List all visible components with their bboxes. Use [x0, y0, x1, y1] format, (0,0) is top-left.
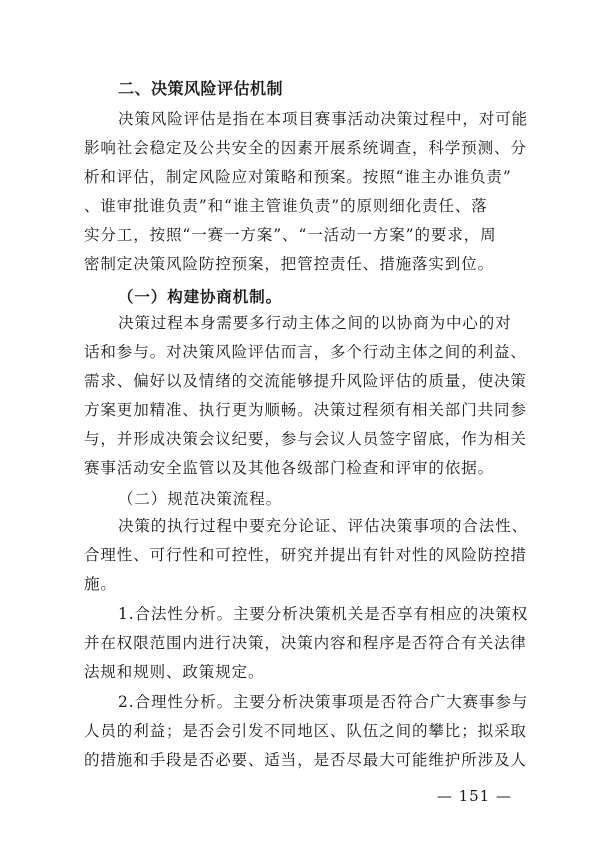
text-line: 影响社会稳定及公共安全的因素开展系统调查，科学预测、分 — [84, 139, 527, 157]
paragraph-rationality — [84, 688, 529, 775]
paragraph-risk-assessment — [84, 105, 529, 279]
text-line: 析和评估，制定风险应对策略和预案。按照“谁主办谁负责” — [84, 168, 512, 186]
text-line: 密制定决策风险防控预案，把管控责任、措施落实到位。 — [84, 255, 495, 273]
paragraph-consultation — [84, 309, 527, 483]
text-line: 决策的执行过程中要充分论证、评估决策事项的合法性、 — [118, 517, 529, 535]
text-line: 人员的利益；是否会引发不同地区、队伍之间的攀比；拟采取 — [84, 722, 527, 740]
page-number: — 151 — — [436, 787, 512, 805]
text-line: 2.合理性分析。主要分析决策事项是否符合广大赛事参与 — [118, 693, 529, 711]
text-line: 话和参与。对决策风险评估而言，多个行动主体之间的利益、 — [84, 343, 527, 361]
text-line: 、谁审批谁负责”和“谁主管谁负责”的原则细化责任、落 — [84, 197, 488, 215]
text-line: 的措施和手段是否必要、适当，是否尽最大可能维护所涉及人 — [84, 751, 527, 769]
paragraph-process — [84, 512, 529, 599]
text-line: 1.合法性分析。主要分析决策机关是否享有相应的决策权 — [118, 605, 529, 623]
text-line: 赛事活动安全监管以及其他各级部门检查和评审的依据。 — [84, 459, 495, 477]
text-line: 法规和规则、政策规定。 — [84, 663, 265, 681]
text-line: 合理性、可行性和可控性，研究并提出有针对性的风险防控措 — [84, 546, 527, 564]
text-line: 与，并形成决策会议纪要，参与会议人员签字留底，作为相关 — [84, 430, 527, 448]
text-line: 施。 — [84, 575, 117, 593]
text-line: 方案更加精准、执行更为顺畅。决策过程须有相关部门共同参 — [84, 401, 527, 419]
section-heading: 二、决策风险评估机制 — [118, 79, 284, 98]
subheading-consultation: （一）构建协商机制。 — [118, 287, 283, 306]
text-line: 并在权限范围内进行决策，决策内容和程序是否符合有关法律 — [84, 634, 527, 652]
paragraph-legality — [84, 600, 529, 687]
text-line: 实分工，按照“一赛一方案”、“一活动一方案”的要求，周 — [84, 226, 497, 244]
text-line: 决策风险评估是指在本项目赛事活动决策过程中，对可能 — [118, 110, 529, 128]
text-line: 需求、偏好以及情绪的交流能够提升风险评估的质量，使决策 — [84, 372, 527, 390]
subheading-process: （二）规范决策流程。 — [118, 490, 283, 508]
text-line: 决策过程本身需要多行动主体之间的以协商为中心的对 — [118, 314, 512, 332]
